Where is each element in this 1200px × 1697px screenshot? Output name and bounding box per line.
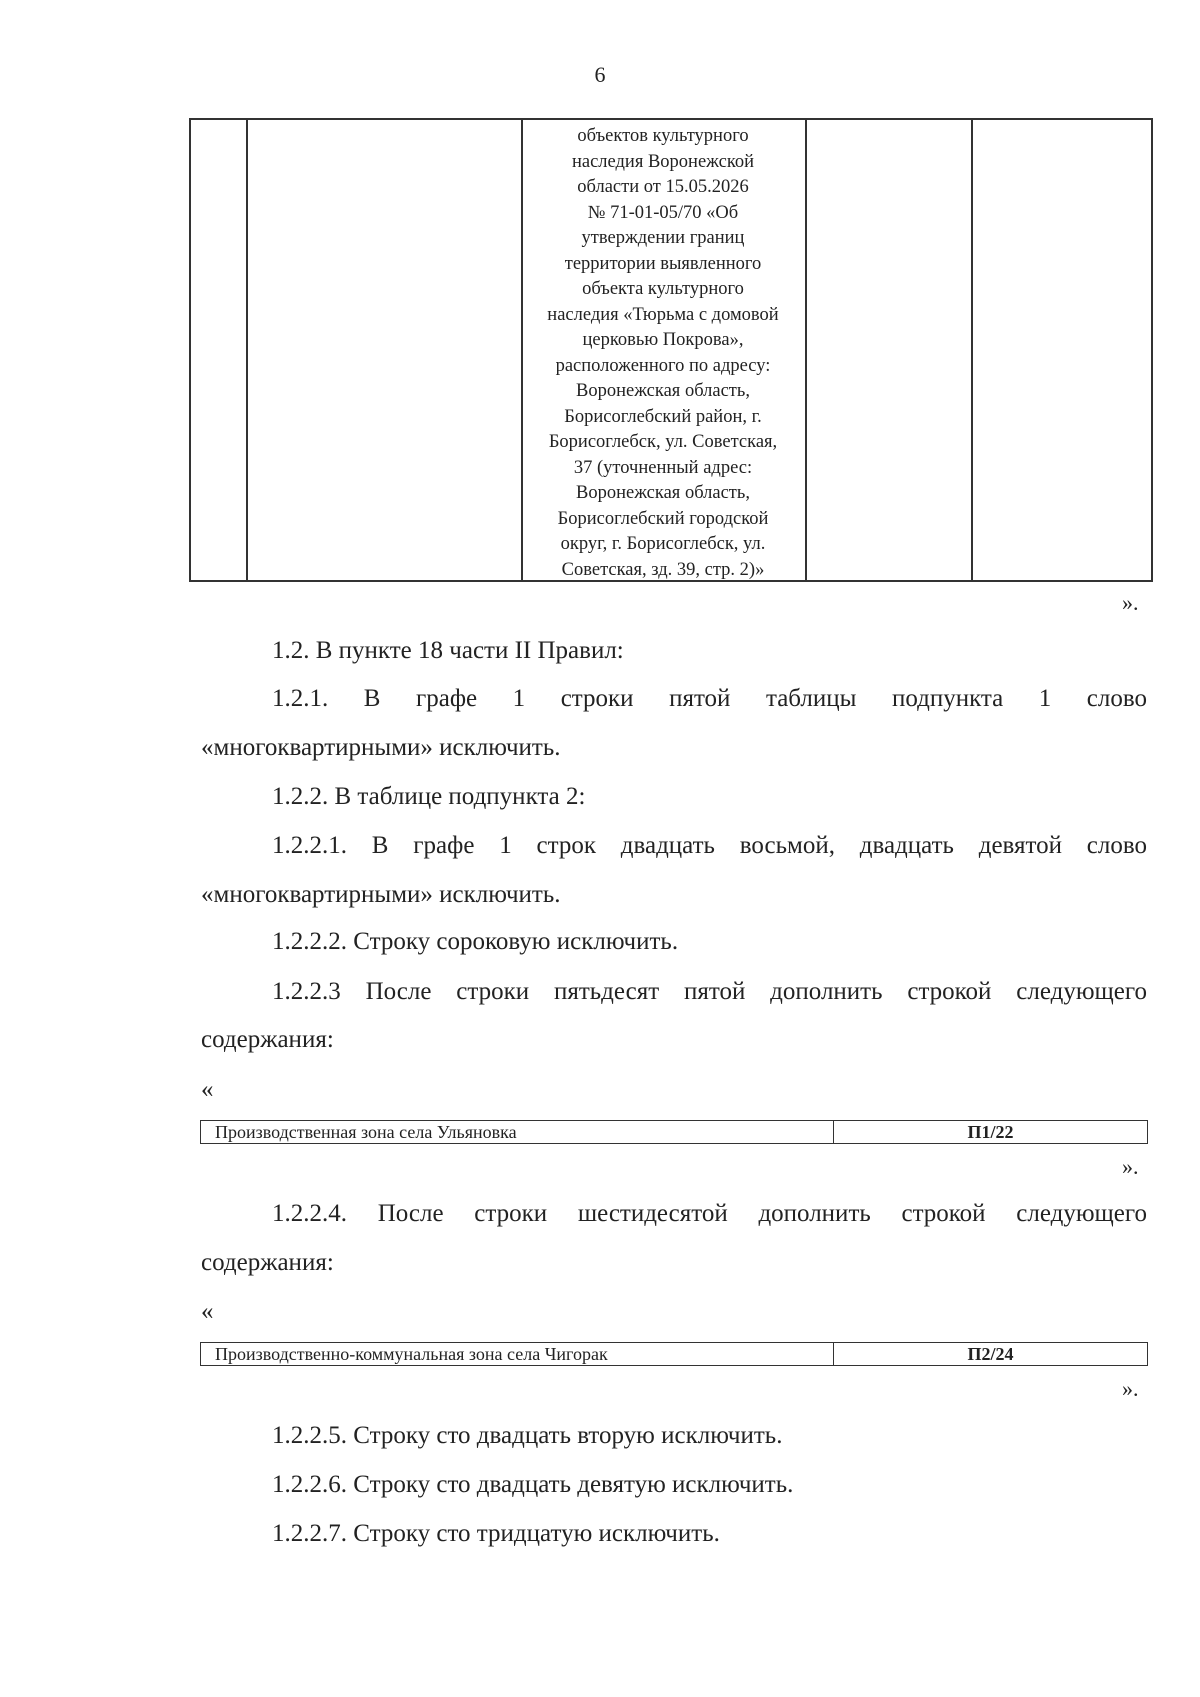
paragraph-1-2-2-3-cont: содержания: bbox=[201, 1026, 334, 1053]
cell-line: Борисоглебск, ул. Советская, bbox=[548, 432, 778, 452]
cell-line: области от 15.05.2026 bbox=[577, 177, 749, 197]
paragraph-1-2: 1.2. В пункте 18 части II Правил: bbox=[272, 637, 624, 664]
opening-quote: « bbox=[201, 1076, 214, 1103]
table-column-divider bbox=[971, 120, 973, 580]
closing-quote: ». bbox=[1122, 590, 1139, 615]
cell-line: 37 (уточненный адрес: bbox=[573, 457, 753, 478]
page-number: 6 bbox=[594, 62, 606, 87]
zone-code-cell: П1/22 bbox=[967, 1122, 1014, 1142]
paragraph-1-2-2-1: 1.2.2.1. В графе 1 строк двадцать восьмой, двадцать девятой слово bbox=[272, 832, 1147, 859]
table-cell-document-description bbox=[521, 124, 805, 583]
cell-line: территории выявленного bbox=[564, 253, 762, 274]
cell-line: наследия «Тюрьма с домовой bbox=[547, 304, 779, 325]
closing-quote: ». bbox=[1122, 1154, 1139, 1179]
cell-line: объекта культурного bbox=[582, 279, 744, 299]
zone-name-cell: Производственно-коммунальная зона села Чигорак bbox=[215, 1344, 608, 1364]
cell-line: расположенного по адресу: bbox=[555, 355, 771, 376]
paragraph-1-2-2-1-cont: «многоквартирными» исключить. bbox=[201, 881, 561, 908]
cell-line: округ, г. Борисоглебск, ул. bbox=[560, 534, 766, 554]
cell-line: Борисоглебский городской bbox=[557, 508, 769, 529]
paragraph-1-2-2-4: 1.2.2.4. После строки шестидесятой дополнить строкой следующего bbox=[272, 1200, 1147, 1227]
paragraph-1-2-1-cont: «многоквартирными» исключить. bbox=[201, 734, 561, 761]
table-column-divider bbox=[246, 120, 248, 580]
table-fragment bbox=[189, 118, 1153, 582]
cell-line: наследия Воронежской bbox=[571, 151, 755, 172]
paragraph-1-2-1: 1.2.1. В графе 1 строки пятой таблицы подпункта 1 слово bbox=[272, 685, 1147, 712]
inserted-row-table bbox=[200, 1120, 1148, 1144]
paragraph-1-2-2-4-cont: содержания: bbox=[201, 1249, 334, 1276]
inserted-row-table bbox=[200, 1342, 1148, 1366]
opening-quote: « bbox=[201, 1298, 214, 1325]
paragraph-1-2-2-6: 1.2.2.6. Строку сто двадцать девятую исключить. bbox=[272, 1471, 794, 1498]
paragraph-1-2-2-2: 1.2.2.2. Строку сороковую исключить. bbox=[272, 928, 679, 955]
cell-line: Советская, зд. 39, стр. 2)» bbox=[561, 559, 765, 580]
closing-quote: ». bbox=[1122, 1376, 1139, 1401]
paragraph-1-2-2: 1.2.2. В таблице подпункта 2: bbox=[272, 783, 586, 810]
cell-line: утверждении границ bbox=[581, 228, 745, 248]
zone-code-cell: П2/24 bbox=[967, 1344, 1014, 1364]
cell-line: Воронежская область, bbox=[576, 483, 750, 503]
cell-line: Борисоглебский район, г. bbox=[564, 406, 762, 427]
cell-line: № 71-01-05/70 «Об bbox=[587, 202, 739, 223]
cell-line: Воронежская область, bbox=[576, 381, 750, 401]
paragraph-1-2-2-3: 1.2.2.3 После строки пятьдесят пятой дополнить строкой следующего bbox=[272, 978, 1147, 1005]
table-column-divider bbox=[805, 120, 807, 580]
cell-line: объектов культурного bbox=[577, 126, 749, 146]
zone-name-cell: Производственная зона села Ульяновка bbox=[215, 1122, 517, 1142]
paragraph-1-2-2-7: 1.2.2.7. Строку сто тридцатую исключить. bbox=[272, 1520, 720, 1547]
cell-line: церковью Покрова», bbox=[582, 330, 744, 350]
paragraph-1-2-2-5: 1.2.2.5. Строку сто двадцать вторую исключить. bbox=[272, 1422, 783, 1449]
